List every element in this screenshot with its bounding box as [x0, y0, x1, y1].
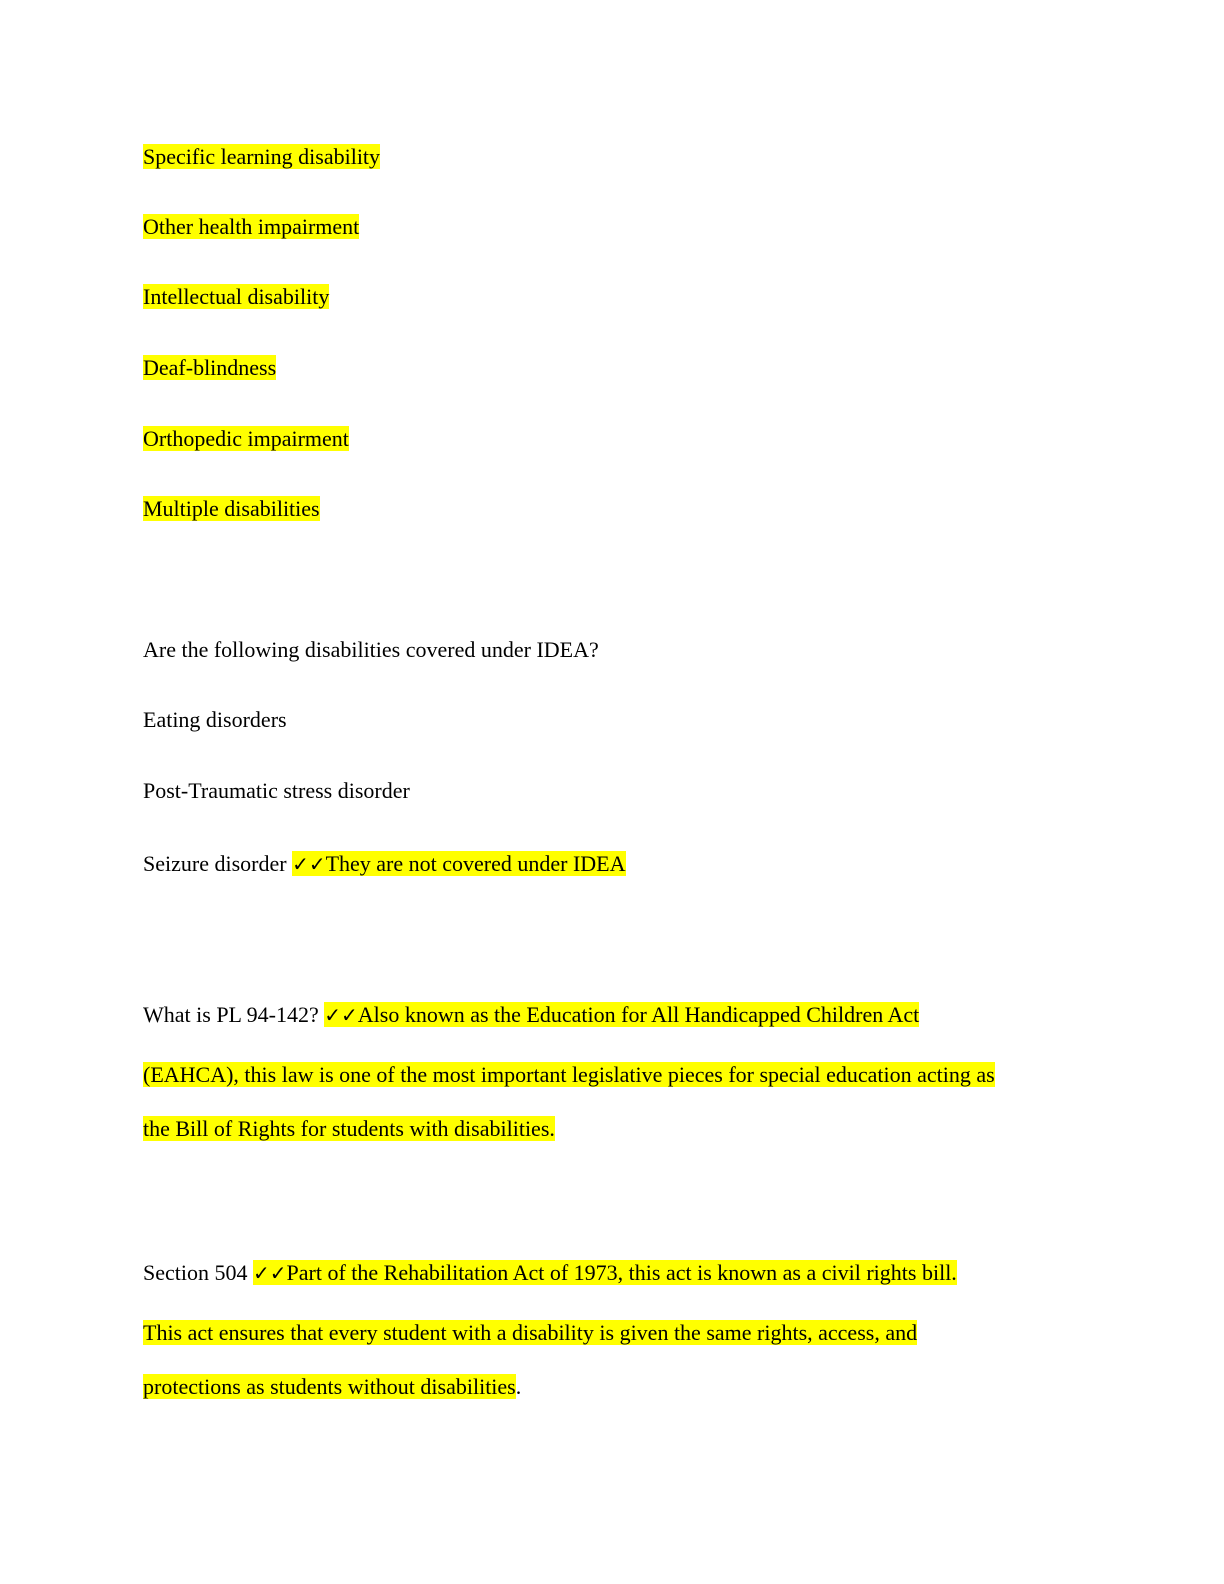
- answer-line: (EAHCA), this law is one of the most important legislative pieces for special education acting as: [143, 1062, 995, 1087]
- question-idea: Are the following disabilities covered under IDEA?: [143, 637, 599, 662]
- answer-line: protections as students without disabilities.: [143, 1374, 522, 1399]
- highlighted-answer: ✓✓Part of the Rehabilitation Act of 1973, this act is known as a civil rights bill.: [253, 1260, 957, 1285]
- category-item: Other health impairment: [143, 214, 360, 239]
- question-pl94: What is PL 94-142? ✓✓Also known as the Education for All Handicapped Children Act: [143, 1002, 920, 1027]
- category-item: Multiple disabilities: [143, 496, 320, 521]
- highlighted-answer: ✓✓They are not covered under IDEA: [292, 851, 626, 876]
- highlighted-answer: ✓✓Also known as the Education for All Handicapped Children Act: [324, 1002, 920, 1027]
- question-section-504: Section 504 ✓✓Part of the Rehabilitation Act of 1973, this act is known as a civil rights bill.: [143, 1260, 957, 1285]
- answer-line: This act ensures that every student with a disability is given the same rights, access, and: [143, 1320, 918, 1345]
- list-item: Post-Traumatic stress disorder: [143, 778, 410, 803]
- category-item: Specific learning disability: [143, 144, 381, 169]
- list-item: Eating disorders: [143, 707, 287, 732]
- list-item: Seizure disorder: [143, 851, 293, 876]
- answer-line: [143, 849, 626, 879]
- category-item: Orthopedic impairment: [143, 426, 349, 451]
- double-check-icon: ✓✓: [324, 1003, 358, 1027]
- category-item: Intellectual disability: [143, 284, 330, 309]
- double-check-icon: ✓✓: [253, 1261, 287, 1285]
- category-item: Deaf-blindness: [143, 355, 277, 380]
- double-check-icon: ✓✓: [292, 852, 326, 876]
- answer-line: the Bill of Rights for students with disabilities.: [143, 1116, 555, 1141]
